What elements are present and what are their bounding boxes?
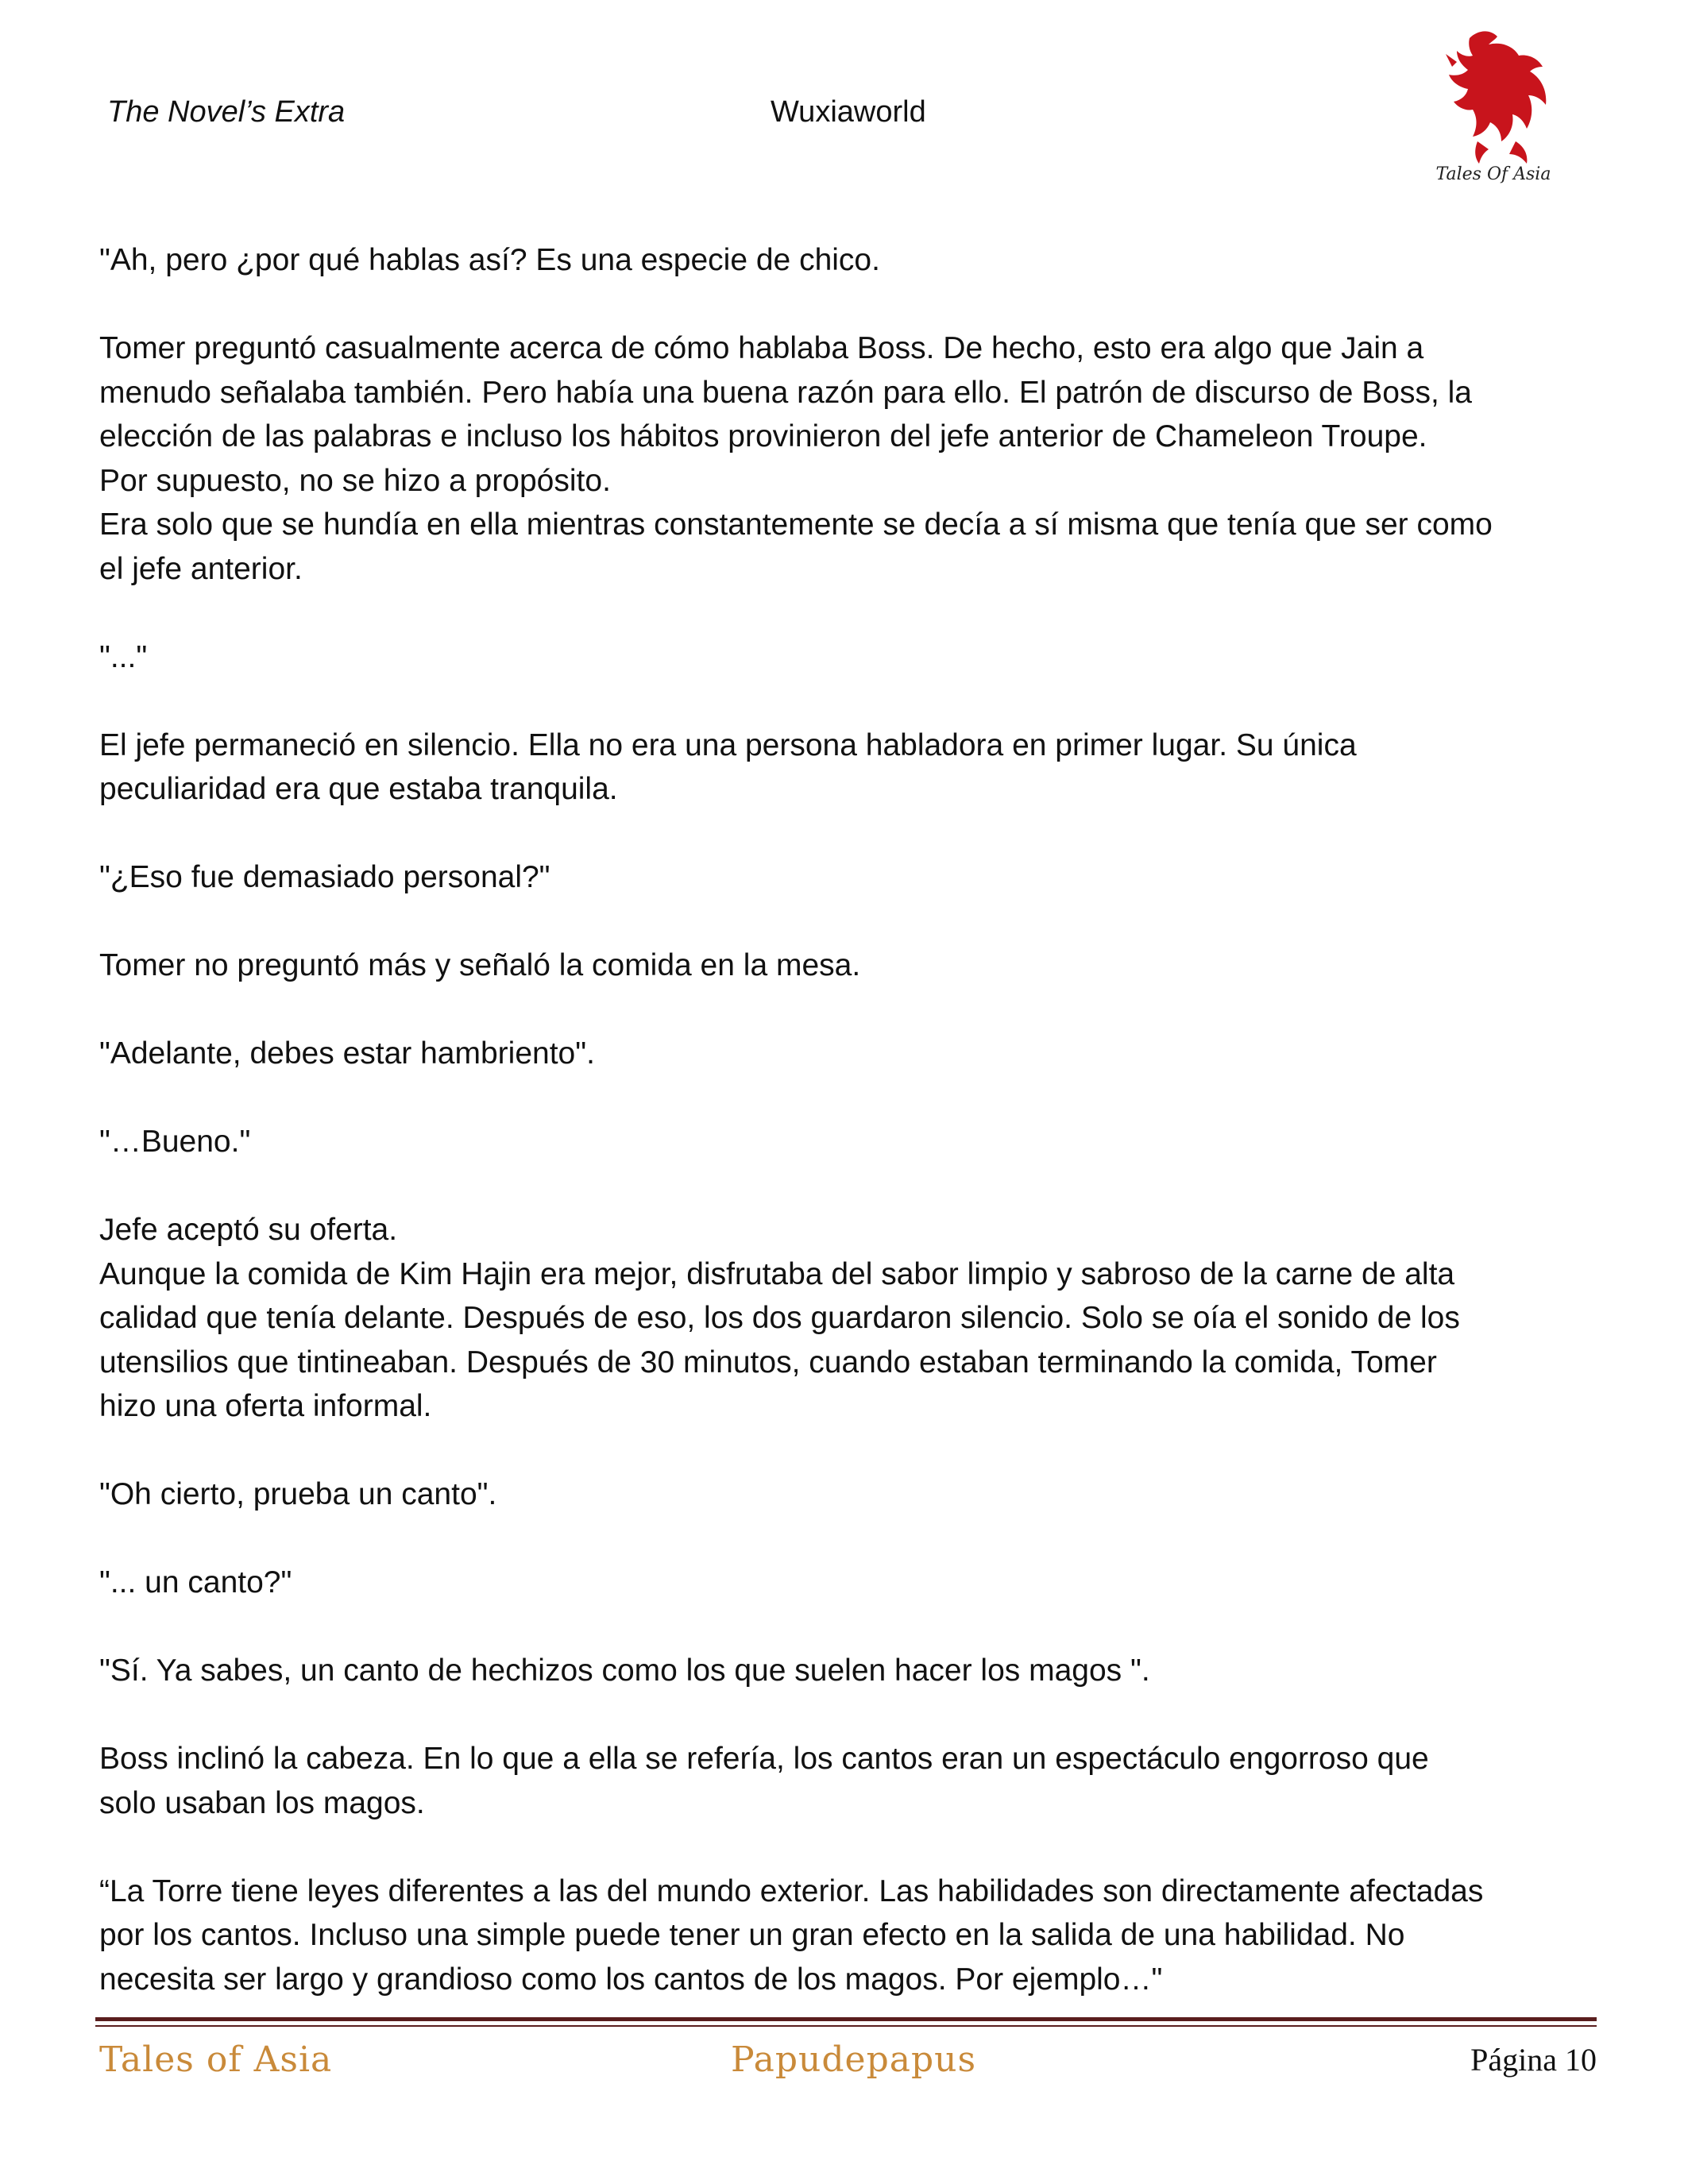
text-line: Por supuesto, no se hizo a propósito.: [99, 463, 611, 498]
footer-translator: Papudepapus: [731, 2039, 977, 2080]
text-line: "Adelante, debes estar hambriento".: [99, 1036, 595, 1071]
paragraph-gap: [99, 1693, 1601, 1738]
paragraph-gap: [99, 1605, 1601, 1650]
header-novel-title: The Novel’s Extra: [107, 95, 346, 129]
chapter-body: [99, 238, 1601, 2001]
paragraph-gap: [99, 283, 1601, 327]
footer-divider-thin: [95, 2025, 1597, 2027]
text-line: calidad que tenía delante. Después de eso, los dos guardaron silencio. Solo se oía el sonido de los: [99, 1301, 1460, 1335]
text-line: elección de las palabras e incluso los hábitos provinieron del jefe anterior de Chameleon Troupe.: [99, 419, 1427, 453]
text-line: Era solo que se hundía en ella mientras constantemente se decía a sí misma que tenía que ser como: [99, 507, 1493, 542]
text-line: "...": [99, 639, 148, 674]
text-line: Aunque la comida de Kim Hajin era mejor, disfrutaba del sabor limpio y sabroso de la carne de alta: [99, 1256, 1455, 1291]
text-line: Tomer no preguntó más y señaló la comida en la mesa.: [99, 948, 861, 982]
text-line: Boss inclinó la cabeza. En lo que a ella se refería, los cantos eran un espectáculo engorroso que: [99, 1742, 1429, 1776]
text-line: necesita ser largo y grandioso como los cantos de los magos. Por ejemplo…": [99, 1962, 1163, 1997]
text-line: "Sí. Ya sabes, un canto de hechizos como los que suelen hacer los magos ".: [99, 1653, 1150, 1688]
paragraph-gap: [99, 900, 1601, 944]
paragraph-gap: [99, 679, 1601, 723]
text-line: Tomer preguntó casualmente acerca de cómo hablaba Boss. De hecho, esto era algo que Jain a: [99, 331, 1424, 365]
paragraph-gap: [99, 1076, 1601, 1121]
page-number: Página 10: [1470, 2042, 1597, 2078]
text-line: solo usaban los magos.: [99, 1785, 425, 1820]
text-line: "¿Eso fue demasiado personal?": [99, 860, 550, 894]
text-line: menudo señalaba también. Pero había una buena razón para ello. El patrón de discurso de Boss, la: [99, 375, 1472, 410]
logo-text: Tales Of Asia: [1435, 164, 1551, 184]
paragraph-gap: [99, 1164, 1601, 1209]
tales-of-asia-dragon-logo: [1422, 22, 1565, 189]
paragraph-gap: [99, 1825, 1601, 1870]
text-line: "…Bueno.": [99, 1125, 251, 1159]
text-line: Jefe aceptó su oferta.: [99, 1213, 398, 1247]
text-line: "Oh cierto, prueba un canto".: [99, 1477, 497, 1511]
text-line: "... un canto?": [99, 1565, 292, 1599]
text-line: "Ah, pero ¿por qué hablas así? Es una especie de chico.: [99, 243, 880, 277]
header-site-name: Wuxiaworld: [771, 95, 926, 129]
text-line: utensilios que tintineaban. Después de 30 minutos, cuando estaban terminando la comida, Tomer: [99, 1345, 1437, 1379]
text-line: peculiaridad era que estaba tranquila.: [99, 772, 618, 806]
paragraph-gap: [99, 591, 1601, 635]
paragraph-gap: [99, 1517, 1601, 1561]
footer-divider-thick: [95, 2017, 1597, 2021]
footer-publisher: Tales of Asia: [99, 2039, 333, 2080]
paragraph-gap: [99, 812, 1601, 856]
paragraph-gap: [99, 988, 1601, 1032]
text-line: el jefe anterior.: [99, 551, 303, 586]
paragraph-gap: [99, 1429, 1601, 1473]
text-line: El jefe permaneció en silencio. Ella no era una persona habladora en primer lugar. Su única: [99, 727, 1357, 762]
text-line: por los cantos. Incluso una simple puede tener un gran efecto en la salida de una habilidad. No: [99, 1918, 1405, 1952]
text-line: “La Torre tiene leyes diferentes a las del mundo exterior. Las habilidades son directamente afectadas: [99, 1873, 1484, 1908]
text-line: hizo una oferta informal.: [99, 1389, 432, 1423]
